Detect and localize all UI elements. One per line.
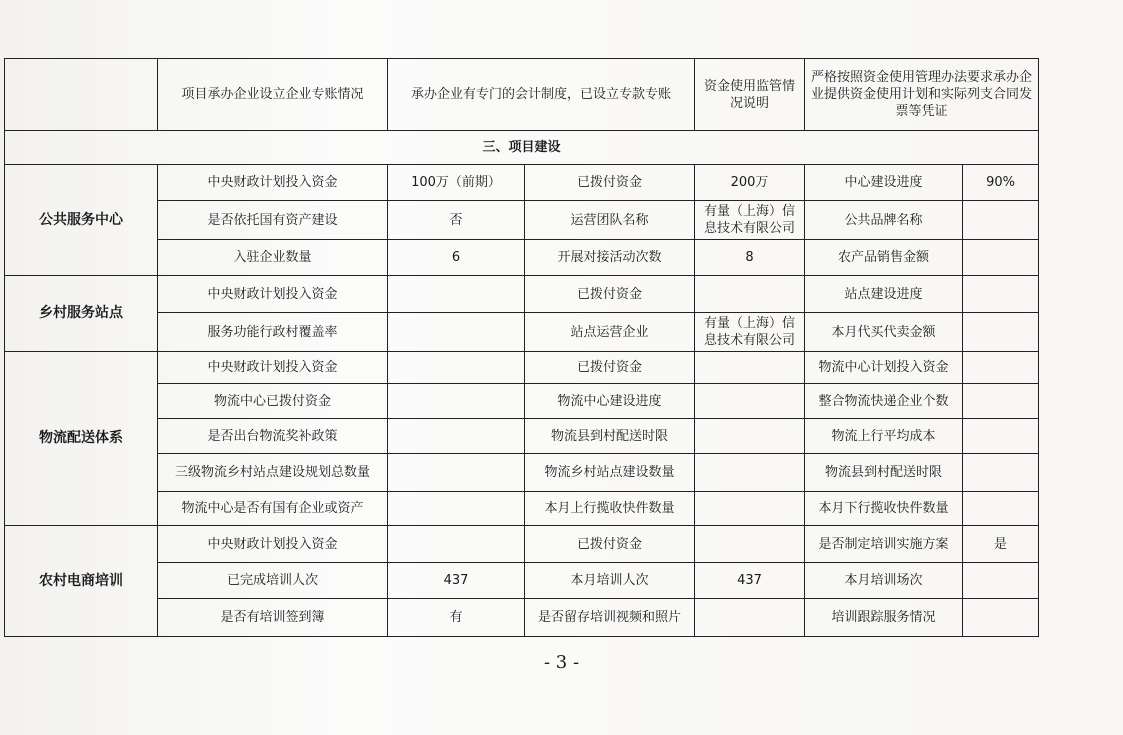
- section-title: 三、项目建设: [5, 131, 1039, 165]
- table-row: [5, 563, 1039, 599]
- supervision-value: 严格按照资金使用管理办法要求承办企业提供资金使用计划和实际列支合同发票等凭证: [805, 59, 1039, 131]
- field-value: [963, 352, 1039, 384]
- field-label: 中心建设进度: [805, 165, 963, 201]
- field-label: 中央财政计划投入资金: [158, 165, 388, 201]
- field-value: [388, 454, 525, 492]
- field-label: 本月培训人次: [525, 563, 695, 599]
- field-value: [695, 352, 805, 384]
- field-label: 培训跟踪服务情况: [805, 599, 963, 637]
- field-label: 物流县到村配送时限: [805, 454, 963, 492]
- field-value: [695, 384, 805, 419]
- project-table: [4, 58, 1039, 637]
- field-label: 是否制定培训实施方案: [805, 526, 963, 563]
- field-label: 服务功能行政村覆盖率: [158, 313, 388, 352]
- table-row: [5, 492, 1039, 526]
- field-label: 已完成培训人次: [158, 563, 388, 599]
- table-row: [5, 165, 1039, 201]
- table-row: [5, 454, 1039, 492]
- field-label: 物流中心是否有国有企业或资产: [158, 492, 388, 526]
- field-label: 本月代买代卖金额: [805, 313, 963, 352]
- field-value: [388, 352, 525, 384]
- field-value: [388, 313, 525, 352]
- table-row: [5, 419, 1039, 454]
- field-value: 有量（上海）信息技术有限公司: [695, 201, 805, 240]
- field-value: 8: [695, 240, 805, 276]
- field-value: [963, 492, 1039, 526]
- account-value: 承办企业有专门的会计制度，已设立专款专账: [388, 59, 695, 131]
- field-label: 物流上行平均成本: [805, 419, 963, 454]
- fund-account-row: [5, 59, 1039, 131]
- account-label: 项目承办企业设立企业专账情况: [158, 59, 388, 131]
- field-label: 物流中心计划投入资金: [805, 352, 963, 384]
- field-label: 开展对接活动次数: [525, 240, 695, 276]
- field-value: [963, 384, 1039, 419]
- field-value: [963, 313, 1039, 352]
- field-label: 运营团队名称: [525, 201, 695, 240]
- field-value: 437: [695, 563, 805, 599]
- field-value: 90%: [963, 165, 1039, 201]
- table-row: [5, 313, 1039, 352]
- field-label: 已拨付资金: [525, 352, 695, 384]
- field-label: 已拨付资金: [525, 276, 695, 313]
- field-label: 本月上行揽收快件数量: [525, 492, 695, 526]
- field-value: 437: [388, 563, 525, 599]
- page-number: - 3 -: [543, 652, 580, 673]
- field-value: [695, 492, 805, 526]
- field-value: [388, 419, 525, 454]
- field-value: [963, 240, 1039, 276]
- field-value: 6: [388, 240, 525, 276]
- field-label: 是否留存培训视频和照片: [525, 599, 695, 637]
- field-value: 有量（上海）信息技术有限公司: [695, 313, 805, 352]
- field-value: [695, 419, 805, 454]
- field-value: [388, 276, 525, 313]
- field-value: 否: [388, 201, 525, 240]
- field-label: 已拨付资金: [525, 165, 695, 201]
- field-label: 物流乡村站点建设数量: [525, 454, 695, 492]
- field-label: 是否依托国有资产建设: [158, 201, 388, 240]
- field-value: [695, 526, 805, 563]
- field-label: 整合物流快递企业个数: [805, 384, 963, 419]
- table-row: [5, 526, 1039, 563]
- field-label: 入驻企业数量: [158, 240, 388, 276]
- field-value: [388, 492, 525, 526]
- field-value: [695, 454, 805, 492]
- field-value: 100万（前期）: [388, 165, 525, 201]
- field-value: [963, 276, 1039, 313]
- field-label: 是否出台物流奖补政策: [158, 419, 388, 454]
- field-label: 本月下行揽收快件数量: [805, 492, 963, 526]
- field-label: 已拨付资金: [525, 526, 695, 563]
- category-label: 公共服务中心: [5, 165, 158, 276]
- field-value: [695, 599, 805, 637]
- field-label: 中央财政计划投入资金: [158, 352, 388, 384]
- field-label: 物流中心已拨付资金: [158, 384, 388, 419]
- field-label: 公共品牌名称: [805, 201, 963, 240]
- field-label: 站点建设进度: [805, 276, 963, 313]
- field-value: [963, 419, 1039, 454]
- supervision-label: 资金使用监管情况说明: [695, 59, 805, 131]
- field-value: [963, 599, 1039, 637]
- field-label: 农产品销售金额: [805, 240, 963, 276]
- table-row: [5, 352, 1039, 384]
- field-label: 是否有培训签到簿: [158, 599, 388, 637]
- field-label: 三级物流乡村站点建设规划总数量: [158, 454, 388, 492]
- field-value: 有: [388, 599, 525, 637]
- field-value: [388, 526, 525, 563]
- table-row: [5, 276, 1039, 313]
- field-value: [963, 454, 1039, 492]
- table-row: [5, 599, 1039, 637]
- field-label: 物流县到村配送时限: [525, 419, 695, 454]
- table-row: [5, 384, 1039, 419]
- field-value: 200万: [695, 165, 805, 201]
- table-row: [5, 201, 1039, 240]
- field-label: 本月培训场次: [805, 563, 963, 599]
- field-value: [695, 276, 805, 313]
- category-label: 物流配送体系: [5, 352, 158, 526]
- field-label: 物流中心建设进度: [525, 384, 695, 419]
- category-label: 农村电商培训: [5, 526, 158, 637]
- table-row: [5, 240, 1039, 276]
- field-label: 中央财政计划投入资金: [158, 526, 388, 563]
- field-value: [388, 384, 525, 419]
- field-value: [963, 201, 1039, 240]
- section-row: [5, 131, 1039, 165]
- field-value: 是: [963, 526, 1039, 563]
- field-label: 中央财政计划投入资金: [158, 276, 388, 313]
- blank-cell: [5, 59, 158, 131]
- category-label: 乡村服务站点: [5, 276, 158, 352]
- field-label: 站点运营企业: [525, 313, 695, 352]
- field-value: [963, 563, 1039, 599]
